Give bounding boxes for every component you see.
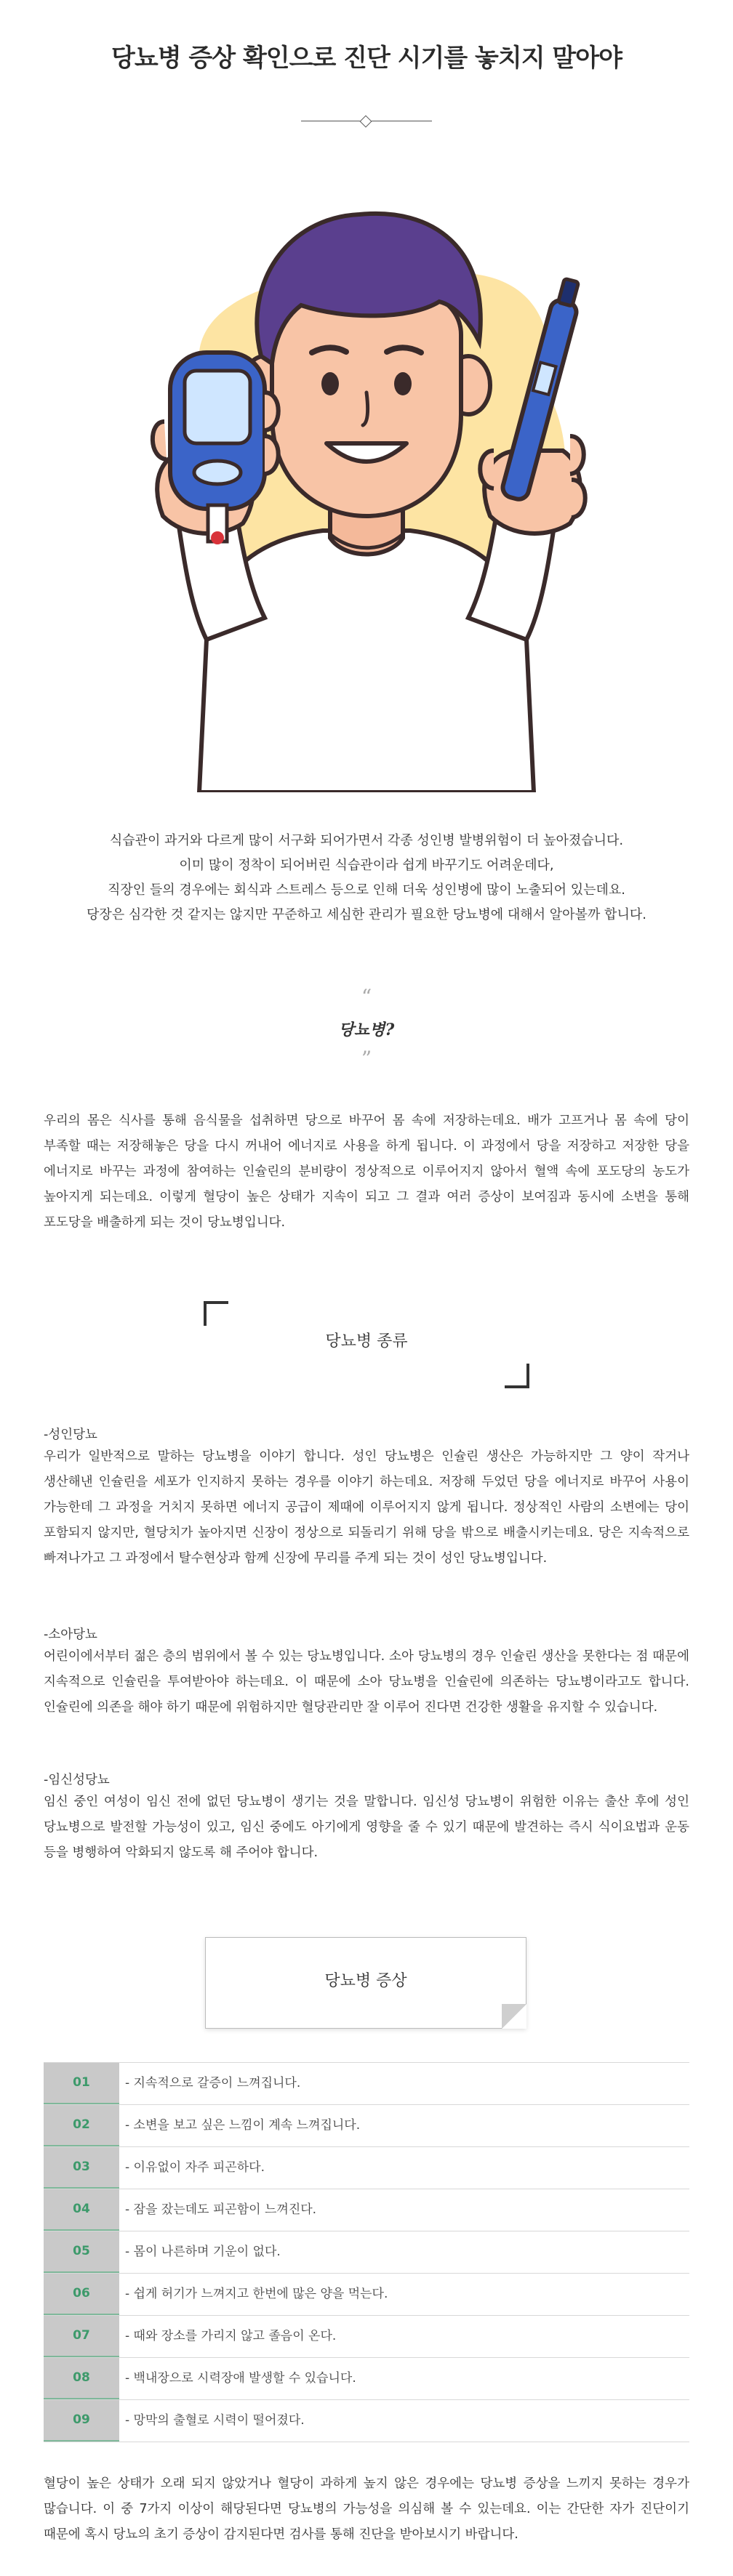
symptom-number: 03: [44, 2147, 119, 2189]
type-text: 어린이에서부터 젊은 층의 범위에서 볼 수 있는 당뇨병입니다. 소아 당뇨병의 경우 인슐린 생산을 못한다는 점 때문에 지속적으로 인슐린을 투여받아야 하는데요. 이 때문에 소아 당뇨병을 인슐린에 의존하는 당뇨병이라고도 합니다. 인슐린에 의존을 해야 하기 때문에 위험하지만 혈당관리만 잘 이루어 진다면 건강한 생활을 유지할 수 있습니다.: [44, 1649, 689, 1715]
page-title: 당뇨병 증상 확인으로 진단 시기를 놓치지 말아야: [111, 44, 622, 73]
symptom-number: 01: [44, 2063, 119, 2104]
types-heading: 당뇨병 종류: [325, 1332, 408, 1351]
definition-paragraph: 우리의 몸은 식사를 통해 음식물을 섭취하면 당으로 바꾸어 몸 속에 저장하는데요. 배가 고프거나 몸 속에 당이 부족할 때는 저장해놓은 당을 다시 꺼내어 에너지로 사용을 하게 됩니다. 이 과정에서 당을 저장하고 저장한 당을 에너지로 바꾸는 과정에 참여하는 인슐린의 분비량이 정상적으로 이루어지지 않아서 혈액 속에 포도당의 농도가 높아지게 되는데요. 이렇게 혈당이 높은 상태가 지속이 되고 그 결과 여러 증상이 보여짐과 동시에 소변을 통해 포도당을 배출하게 되는 것이 당뇨병입니다.: [44, 1114, 689, 1230]
section-title-diabetes: 당뇨병?: [338, 1021, 395, 1039]
intro-line: 식습관이 과거와 다르게 많이 서구화 되어가면서 각종 성인병 발병위험이 더 높아졌습니다.: [109, 833, 624, 848]
symptom-list: [44, 2062, 689, 2442]
intro-line: 직장인 들의 경우에는 회식과 스트레스 등으로 인해 더욱 성인병에 많이 노출되어 있는데요.: [107, 882, 625, 898]
symptom-number: 05: [44, 2231, 119, 2273]
list-item: [44, 2358, 689, 2400]
intro-line: 당장은 심각한 것 같지는 않지만 꾸준하고 세심한 관리가 필요한 당뇨병에 대해서 알아볼까 합니다.: [87, 907, 646, 922]
symptom-number: 08: [44, 2358, 119, 2399]
symptoms-heading: 당뇨병 증상: [324, 1972, 407, 1990]
title-divider: [301, 116, 432, 126]
types-heading-box: [204, 1301, 529, 1388]
list-item: [44, 2231, 689, 2274]
open-quote-icon: “: [361, 985, 372, 1009]
type-text: 우리가 일반적으로 말하는 당뇨병을 이야기 합니다. 성인 당뇨병은 인슐린 생산은 가능하지만 그 양이 작거나 생산해낸 인슐린을 세포가 인지하지 못하는 경우를 이야기 하는데요. 저장해 두었던 당을 에너지로 바꾸어 사용이 가능한데 그 과정을 거치지 못하면 에너지 공급이 제때에 이루어지지 않게 됩니다. 정상적인 사람의 소변에는 당이 포함되지 않지만, 혈당치가 높아지면 신장이 정상으로 되돌리기 위해 당을 밖으로 배출시키는데요. 당은 지속적으로 빠져나가고 그 과정에서 탈수현상과 함께 신장에 무리를 주게 되는 것이 성인 당뇨병입니다.: [44, 1449, 689, 1566]
diamond-icon: [360, 116, 372, 128]
list-item: [44, 2105, 689, 2147]
list-item: [44, 2316, 689, 2358]
symptom-text: - 이유없이 자주 피곤하다.: [125, 2160, 265, 2175]
symptom-number: 02: [44, 2105, 119, 2146]
symptom-text: - 소변을 보고 싶은 느낌이 계속 느껴집니다.: [125, 2118, 361, 2133]
symptom-number: 09: [44, 2400, 119, 2442]
symptom-number: 07: [44, 2316, 119, 2357]
close-quote-icon: ”: [361, 1047, 372, 1071]
list-item: [44, 2062, 689, 2105]
symptom-text: - 백내장으로 시력장애 발생할 수 있습니다.: [125, 2371, 356, 2386]
intro-line: 이미 많이 정착이 되어버린 식습관이라 쉽게 바꾸기도 어려운데다,: [179, 858, 554, 873]
list-item: [44, 2400, 689, 2442]
symptom-text: - 쉽게 허기가 느껴지고 한번에 많은 양을 먹는다.: [125, 2287, 388, 2301]
list-item: [44, 2189, 689, 2231]
page-fold-icon: [502, 2004, 526, 2029]
corner-bracket-icon: [204, 1301, 228, 1326]
symptom-text: - 잠을 잤는데도 피곤함이 느껴진다.: [125, 2202, 317, 2217]
symptom-number: 06: [44, 2274, 119, 2315]
type-name: -소아당뇨: [44, 1627, 97, 1642]
symptom-text: - 지속적으로 갈증이 느껴집니다.: [125, 2076, 301, 2090]
list-item: [44, 2274, 689, 2316]
intro-text: [44, 829, 689, 927]
hero-illustration: [83, 174, 650, 792]
type-name: -성인당뇨: [44, 1428, 97, 1442]
conclusion-paragraph: 혈당이 높은 상태가 오래 되지 않았거나 혈당이 과하게 높지 않은 경우에는 당뇨병 증상을 느끼지 못하는 경우가 많습니다. 이 중 7가지 이상이 해당된다면 당뇨병의 가능성을 의심해 볼 수 있는데요. 이는 간단한 자가 진단이기 때문에 혹시 당뇨의 초기 증상이 감지된다면 검사를 통해 진단을 받아보시기 바랍니다.: [44, 2476, 689, 2542]
type-text: 임신 중인 여성이 임신 전에 없던 당뇨병이 생기는 것을 말합니다. 임신성 당뇨병이 위험한 이유는 출산 후에 성인 당뇨병으로 발전할 가능성이 있고, 임신 중에도 아기에게 영향을 줄 수 있기 때문에 발견하는 즉시 식이요법과 운동 등을 병행하여 악화되지 않도록 해 주어야 합니다.: [44, 1795, 689, 1860]
symptom-text: - 몸이 나른하며 기운이 없다.: [125, 2245, 281, 2259]
symptom-number: 04: [44, 2189, 119, 2231]
symptom-text: - 망막의 출혈로 시력이 떨어졌다.: [125, 2413, 305, 2428]
symptoms-heading-box: [205, 1937, 526, 2029]
symptom-text: - 때와 장소를 가리지 않고 졸음이 온다.: [125, 2329, 337, 2343]
type-name: -임신성당뇨: [44, 1773, 110, 1787]
list-item: [44, 2147, 689, 2189]
corner-bracket-icon: [505, 1364, 529, 1388]
